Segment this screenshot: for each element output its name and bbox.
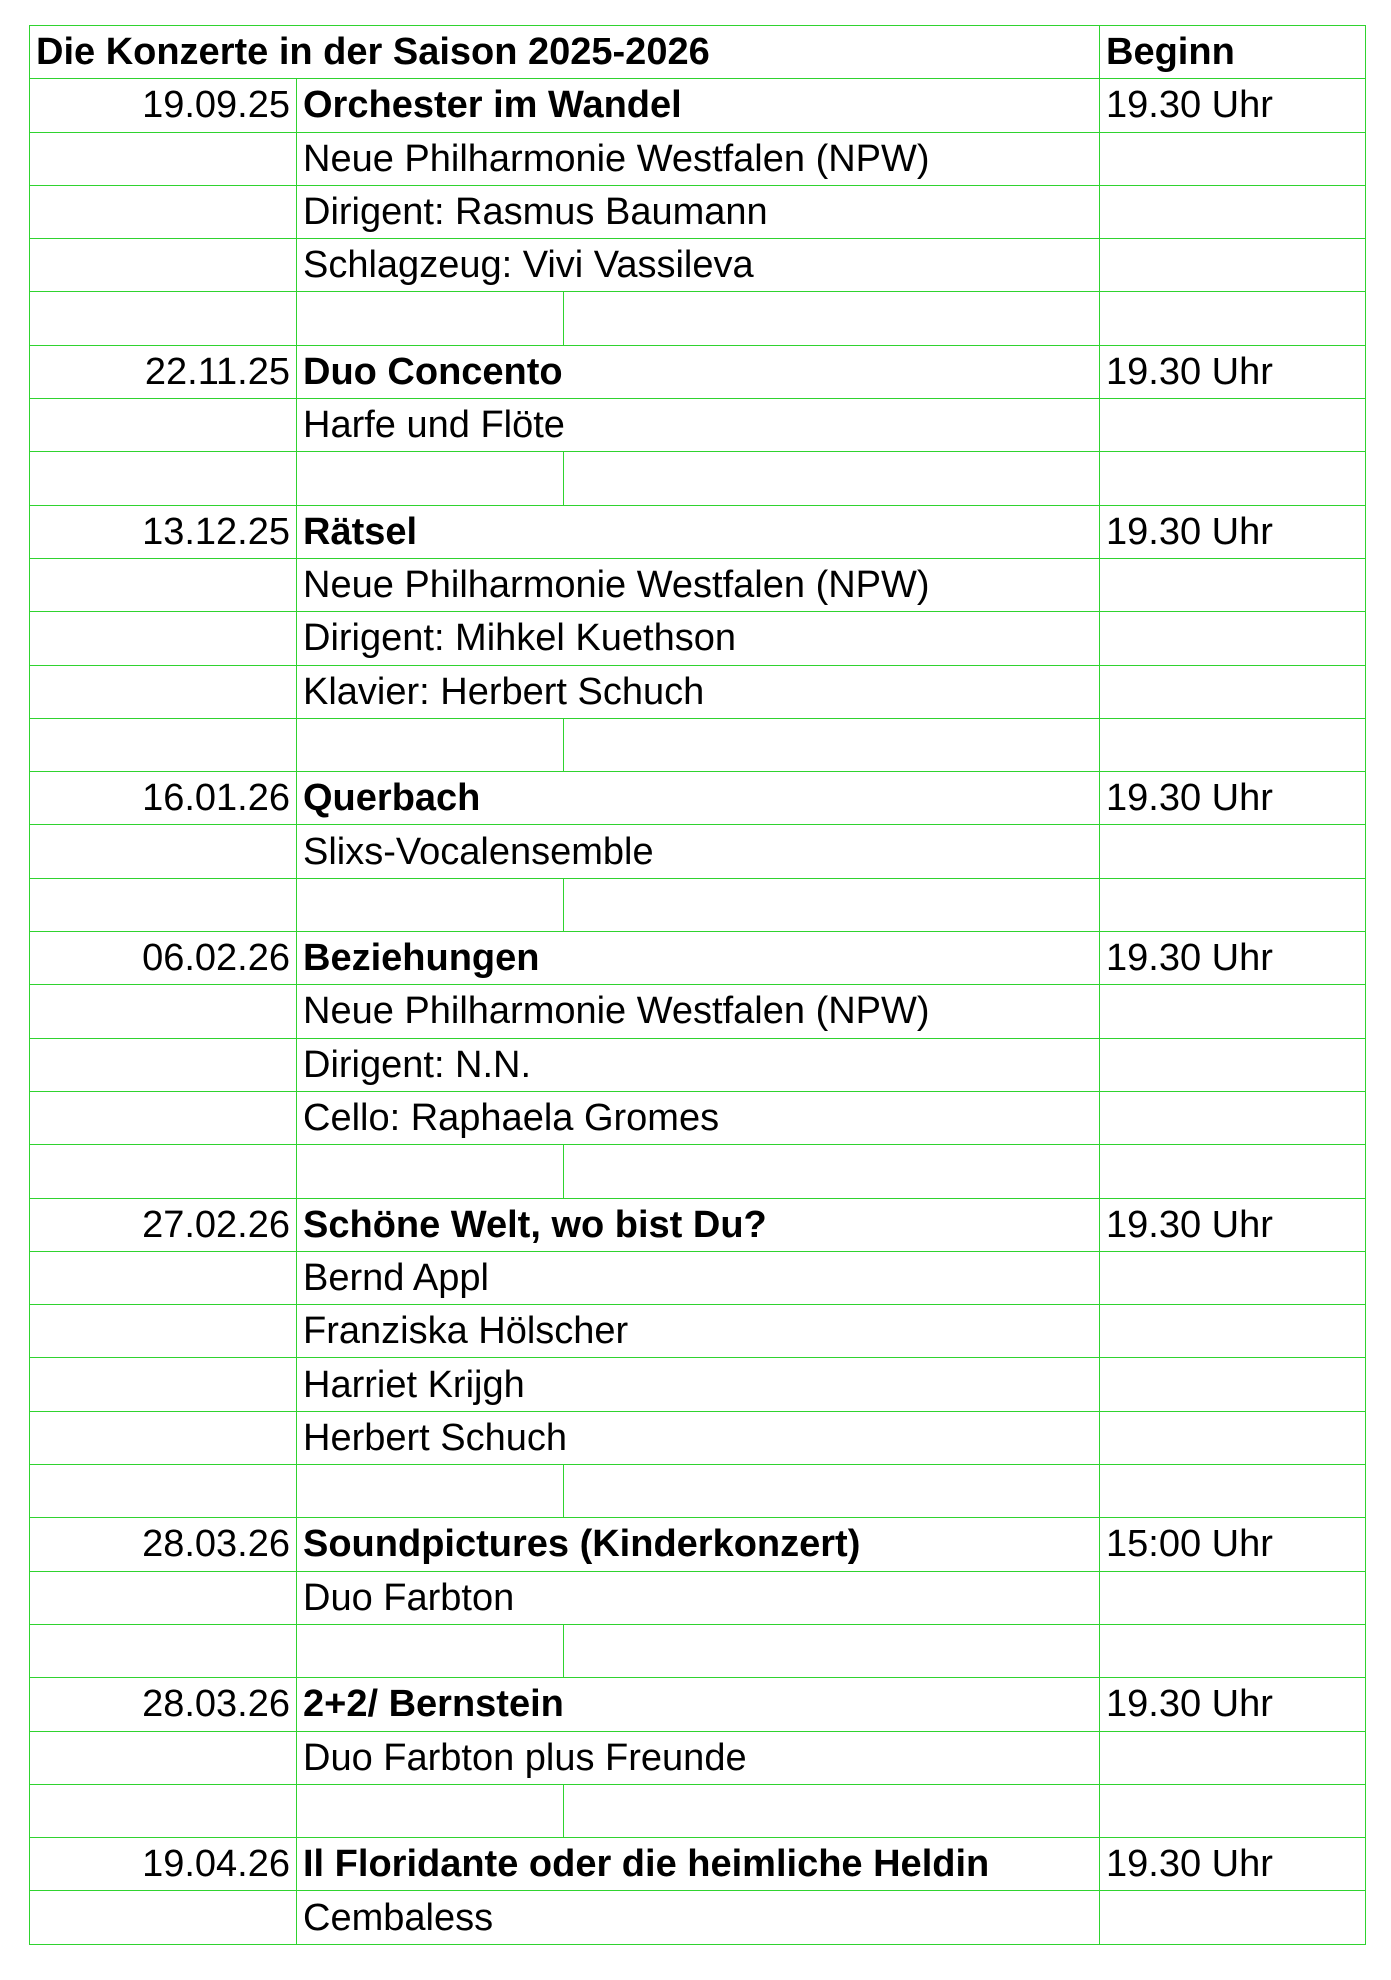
empty-cell — [297, 452, 564, 505]
empty-cell — [1100, 665, 1366, 718]
concert-detail: Harriet Krijgh — [297, 1358, 1100, 1411]
empty-cell — [30, 1305, 297, 1358]
empty-cell — [1100, 1571, 1366, 1624]
spacer-row — [30, 1145, 1366, 1198]
concert-detail: Dirigent: Mihkel Kuethson — [297, 612, 1100, 665]
concert-detail-row — [30, 1091, 1366, 1144]
concert-detail-row — [30, 558, 1366, 611]
concert-time: 19.30 Uhr — [1100, 1678, 1366, 1731]
concert-title-row — [30, 1838, 1366, 1891]
concert-time: 19.30 Uhr — [1100, 505, 1366, 558]
concert-title: Rätsel — [297, 505, 1100, 558]
concert-detail-row — [30, 132, 1366, 185]
empty-cell — [30, 452, 297, 505]
concert-title-row — [30, 1518, 1366, 1571]
empty-cell — [30, 1731, 297, 1784]
concert-title: Soundpictures (Kinderkonzert) — [297, 1518, 1100, 1571]
concert-detail: Herbert Schuch — [297, 1411, 1100, 1464]
empty-cell — [1100, 292, 1366, 345]
empty-cell — [1100, 1731, 1366, 1784]
concert-time: 19.30 Uhr — [1100, 772, 1366, 825]
empty-cell — [1100, 1784, 1366, 1837]
concert-detail: Cello: Raphaela Gromes — [297, 1091, 1100, 1144]
concert-detail-row — [30, 1411, 1366, 1464]
concert-title-row — [30, 79, 1366, 132]
empty-cell — [297, 1145, 564, 1198]
empty-cell — [1100, 1411, 1366, 1464]
concert-detail-row — [30, 985, 1366, 1038]
empty-cell — [1100, 878, 1366, 931]
concert-detail: Neue Philharmonie Westfalen (NPW) — [297, 985, 1100, 1038]
empty-cell — [30, 558, 297, 611]
empty-cell — [297, 292, 564, 345]
concert-title: Orchester im Wandel — [297, 79, 1100, 132]
concert-detail-row — [30, 239, 1366, 292]
empty-cell — [564, 878, 1100, 931]
concert-title-row — [30, 772, 1366, 825]
concert-detail-row — [30, 1731, 1366, 1784]
concert-detail: Dirigent: Rasmus Baumann — [297, 185, 1100, 238]
empty-cell — [297, 1784, 564, 1837]
empty-cell — [297, 718, 564, 771]
empty-cell — [30, 185, 297, 238]
schedule-body — [30, 26, 1366, 1945]
empty-cell — [1100, 132, 1366, 185]
empty-cell — [297, 1624, 564, 1677]
empty-cell — [30, 665, 297, 718]
empty-cell — [30, 239, 297, 292]
empty-cell — [564, 1145, 1100, 1198]
concert-detail: Franziska Hölscher — [297, 1305, 1100, 1358]
concert-time: 19.30 Uhr — [1100, 345, 1366, 398]
empty-cell — [564, 1624, 1100, 1677]
empty-cell — [30, 612, 297, 665]
empty-cell — [1100, 1038, 1366, 1091]
concert-time: 19.30 Uhr — [1100, 79, 1366, 132]
empty-cell — [30, 825, 297, 878]
empty-cell — [1100, 1091, 1366, 1144]
concert-detail-row — [30, 612, 1366, 665]
concert-detail-row — [30, 665, 1366, 718]
empty-cell — [30, 1251, 297, 1304]
concert-time: 19.30 Uhr — [1100, 1838, 1366, 1891]
empty-cell — [30, 399, 297, 452]
empty-cell — [30, 1571, 297, 1624]
concert-title-row — [30, 1198, 1366, 1251]
season-title: Die Konzerte in der Saison 2025-2026 — [30, 26, 1100, 79]
concert-detail-row — [30, 825, 1366, 878]
concert-detail-row — [30, 399, 1366, 452]
empty-cell — [1100, 1358, 1366, 1411]
empty-cell — [564, 292, 1100, 345]
empty-cell — [30, 1145, 297, 1198]
concert-detail: Harfe und Flöte — [297, 399, 1100, 452]
concert-detail: Klavier: Herbert Schuch — [297, 665, 1100, 718]
concert-time: 15:00 Uhr — [1100, 1518, 1366, 1571]
empty-cell — [564, 1784, 1100, 1837]
concert-detail-row — [30, 1251, 1366, 1304]
empty-cell — [1100, 399, 1366, 452]
concert-detail: Cembaless — [297, 1891, 1100, 1944]
empty-cell — [30, 878, 297, 931]
empty-cell — [1100, 185, 1366, 238]
empty-cell — [1100, 1624, 1366, 1677]
empty-cell — [1100, 718, 1366, 771]
concert-date: 19.09.25 — [30, 79, 297, 132]
header-row — [30, 26, 1366, 79]
empty-cell — [564, 718, 1100, 771]
concert-detail: Slixs-Vocalensemble — [297, 825, 1100, 878]
concert-date: 06.02.26 — [30, 932, 297, 985]
concert-title-row — [30, 1678, 1366, 1731]
empty-cell — [564, 452, 1100, 505]
empty-cell — [297, 878, 564, 931]
concert-time: 19.30 Uhr — [1100, 1198, 1366, 1251]
empty-cell — [1100, 985, 1366, 1038]
empty-cell — [564, 1465, 1100, 1518]
empty-cell — [30, 292, 297, 345]
concert-detail-row — [30, 1358, 1366, 1411]
empty-cell — [297, 1465, 564, 1518]
spacer-row — [30, 452, 1366, 505]
empty-cell — [30, 1038, 297, 1091]
empty-cell — [30, 1891, 297, 1944]
empty-cell — [30, 718, 297, 771]
concert-detail-row — [30, 1891, 1366, 1944]
empty-cell — [1100, 1305, 1366, 1358]
empty-cell — [1100, 558, 1366, 611]
concert-detail: Bernd Appl — [297, 1251, 1100, 1304]
concert-date: 28.03.26 — [30, 1678, 297, 1731]
concert-title-row — [30, 932, 1366, 985]
spacer-row — [30, 718, 1366, 771]
concert-detail-row — [30, 185, 1366, 238]
concert-detail: Neue Philharmonie Westfalen (NPW) — [297, 132, 1100, 185]
empty-cell — [30, 1411, 297, 1464]
spacer-row — [30, 878, 1366, 931]
concert-detail: Neue Philharmonie Westfalen (NPW) — [297, 558, 1100, 611]
empty-cell — [30, 985, 297, 1038]
empty-cell — [1100, 239, 1366, 292]
empty-cell — [1100, 1891, 1366, 1944]
begin-column-header: Beginn — [1100, 26, 1366, 79]
concert-date: 19.04.26 — [30, 1838, 297, 1891]
concert-title: 2+2/ Bernstein — [297, 1678, 1100, 1731]
empty-cell — [30, 1091, 297, 1144]
concert-title: Duo Concento — [297, 345, 1100, 398]
empty-cell — [1100, 452, 1366, 505]
empty-cell — [1100, 1145, 1366, 1198]
concert-detail: Schlagzeug: Vivi Vassileva — [297, 239, 1100, 292]
concert-detail: Duo Farbton plus Freunde — [297, 1731, 1100, 1784]
concert-date: 13.12.25 — [30, 505, 297, 558]
empty-cell — [1100, 612, 1366, 665]
empty-cell — [1100, 1465, 1366, 1518]
concert-date: 22.11.25 — [30, 345, 297, 398]
empty-cell — [30, 1465, 297, 1518]
concert-detail-row — [30, 1571, 1366, 1624]
empty-cell — [30, 132, 297, 185]
empty-cell — [1100, 1251, 1366, 1304]
concert-detail-row — [30, 1038, 1366, 1091]
concert-title: Querbach — [297, 772, 1100, 825]
spacer-row — [30, 1624, 1366, 1677]
empty-cell — [1100, 825, 1366, 878]
spacer-row — [30, 1465, 1366, 1518]
concert-date: 27.02.26 — [30, 1198, 297, 1251]
concert-title: Schöne Welt, wo bist Du? — [297, 1198, 1100, 1251]
empty-cell — [30, 1624, 297, 1677]
concert-title: Beziehungen — [297, 932, 1100, 985]
concert-detail: Dirigent: N.N. — [297, 1038, 1100, 1091]
concert-date: 16.01.26 — [30, 772, 297, 825]
concert-detail: Duo Farbton — [297, 1571, 1100, 1624]
spacer-row — [30, 1784, 1366, 1837]
concert-title-row — [30, 505, 1366, 558]
concert-detail-row — [30, 1305, 1366, 1358]
concert-title: Il Floridante oder die heimliche Heldin — [297, 1838, 1100, 1891]
empty-cell — [30, 1358, 297, 1411]
concert-date: 28.03.26 — [30, 1518, 297, 1571]
empty-cell — [30, 1784, 297, 1837]
concert-title-row — [30, 345, 1366, 398]
concert-time: 19.30 Uhr — [1100, 932, 1366, 985]
spacer-row — [30, 292, 1366, 345]
concert-schedule-table — [29, 25, 1366, 1945]
